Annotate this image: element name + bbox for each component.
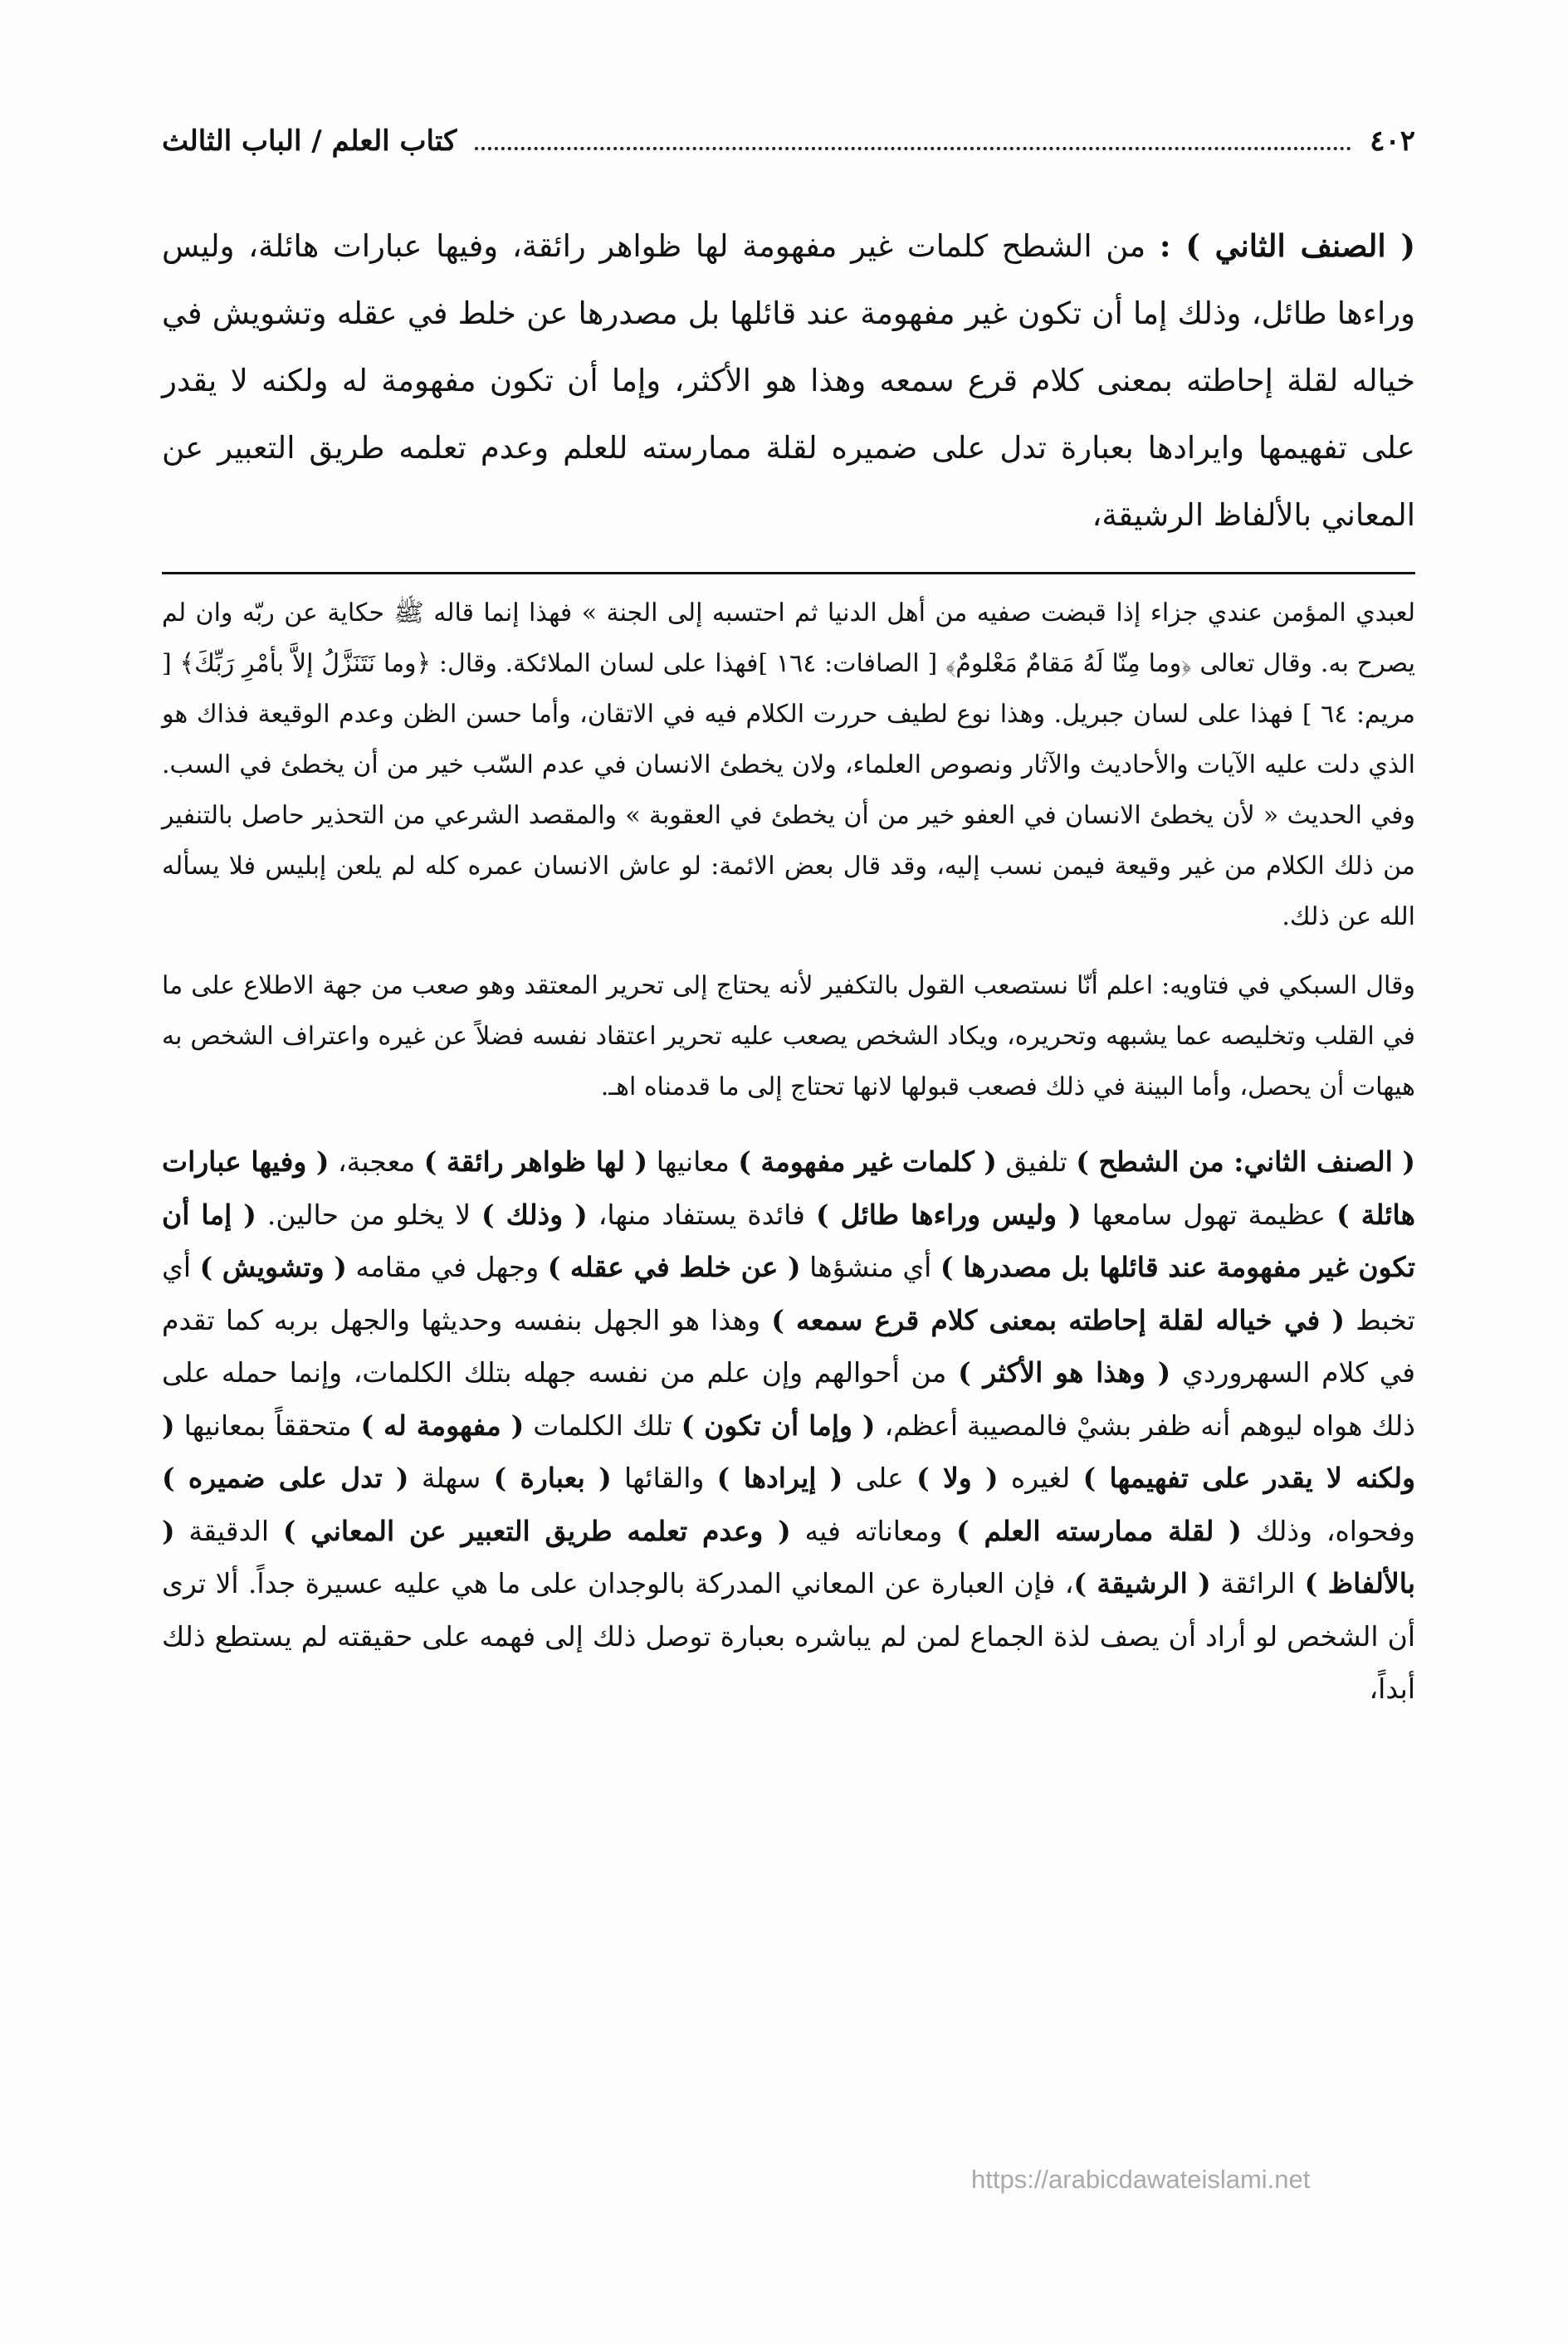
commentary-text: معجبة، (329, 1145, 424, 1178)
commentary-quote: ( ولكنه لا يقدر على تفهيمها ) (162, 1409, 1416, 1494)
commentary-quote: ( وعدم تعلمه طريق التعبير عن المعاني ) (282, 1514, 791, 1547)
commentary-text: لا يخلو من حالين. (256, 1198, 482, 1231)
commentary-text: عظيمة تهول سامعها (1081, 1198, 1337, 1231)
commentary-quote: ( وهذا هو الأكثر ) (958, 1356, 1171, 1389)
commentary-quote: ( وليس وراءها طائل ) (815, 1198, 1082, 1231)
commentary-text: معانيها (647, 1145, 739, 1178)
main-text-label: ( الصنف الثاني ) : (1159, 227, 1415, 264)
commentary-text: متحققاً بمعانيها (174, 1409, 361, 1442)
footnote-divider (162, 572, 1415, 574)
commentary-quote: ( مفهومة له ) (360, 1409, 525, 1442)
commentary-quote: ( وتشويش ) (199, 1251, 347, 1283)
commentary-text: ومعاناته فيه (790, 1514, 957, 1547)
commentary-quote: ( إيرادها ) (716, 1462, 843, 1494)
book-page (162, 125, 1415, 2216)
chapter-title: كتاب العلم / الباب الثالث (162, 125, 457, 158)
commentary-quote: ( عن خلط في عقله ) (547, 1251, 801, 1283)
commentary-text: وفحواه، وذلك (1241, 1514, 1415, 1547)
commentary-quote: ( الرشيقة ) (1073, 1567, 1211, 1599)
commentary-quote: ( إما أن تكون غير مفهومة عند قائلها بل مصدرها ) (162, 1198, 1416, 1283)
commentary-text: الرائقة (1210, 1567, 1305, 1599)
watermark-url: https://arabicdawateislami.net (971, 2165, 1311, 2194)
header-dotted-leader (475, 146, 1351, 150)
commentary-quote: ( كلمات غير مفهومة ) (738, 1145, 997, 1178)
commentary-quote: ( لقلة ممارسته العلم ) (956, 1514, 1242, 1547)
commentary-quote: ( لها ظواهر رائقة ) (423, 1145, 648, 1178)
commentary-text: وجهل في مقامه (346, 1251, 548, 1283)
footnote-paragraph: لعبدي المؤمن عندي جزاء إذا قبضت صفيه من أهل الدنيا ثم احتسبه إلى الجنة » فهذا إنما قاله ﷺ حكاية عن ربّه وان لم يصرح به. وقال تعالى ﴿وما مِنّا لَهُ مَقامٌ مَعْلومٌ﴾ [ الصافات: ١٦٤ ]فهذا على لسان الملائكة. وقال: ﴿وما نَتَنَزَّلُ إلاَّ بأمْرِ رَبِّكَ﴾ [ مريم: ٦٤ ] فهذا على لسان جبريل. وهذا نوع لطيف حررت الكلام فيه في الاتقان، وأما حسن الظن وعدم الوقيعة فذاك هو الذي دلت عليه الآيات والأحاديث والآثار ونصوص العلماء، ولان يخطئ الانسان في عدم السّب خير من أن يخطئ في السب. وفي الحديث « لأن يخطئ الانسان في العفو خير من أن يخطئ في العقوبة » والمقصد الشرعي من التحذير حاصل بالتنفير من ذلك الكلام من غير وقيعة فيمن نسب إليه، وقد قال بعض الائمة: لو عاش الانسان عمره كله لم يلعن إبليس فلا يسأله الله عن ذلك. (162, 598, 1415, 931)
commentary (162, 1135, 1415, 1716)
commentary-text: فائدة يستفاد منها، (587, 1198, 816, 1231)
commentary-text: سهلة (408, 1462, 494, 1494)
commentary-quote: ( الصنف الثاني: من الشطح ) (1076, 1145, 1415, 1178)
main-text-body: من الشطح كلمات غير مفهومة لها ظواهر رائقة، وفيها عبارات هائلة، وليس وراءها طائل، وذلك إما أن تكون غير مفهومة عند قائلها بل مصدرها عن خلط في عقله وتشويش في خياله لقلة إحاطته بمعنى كلام قرع سمعه وهذا هو الأكثر، وإما أن تكون مفهومة له ولكنه لا يقدر على تفهيمها وايرادها بعبارة تدل على ضميره لقلة ممارسته للعلم وعدم تعلمه طريق التعبير عن المعاني بالألفاظ الرشيقة، (162, 228, 1415, 533)
commentary-text: والقائها (611, 1462, 717, 1494)
commentary-quote: ( في خياله لقلة إحاطته بمعنى كلام قرع سمعه ) (771, 1303, 1346, 1336)
commentary-quote: ( وذلك ) (481, 1198, 588, 1231)
commentary-text: من أحوالهم وإن علم من نفسه جهله بتلك الكلمات، وإنما حمله على ذلك هواه ليوهم أنه ظفر بشيْ فالمصيبة أعظم، (162, 1356, 1415, 1442)
footnote-subki-paragraph: وقال السبكي في فتاويه: اعلم أنّا نستصعب القول بالتكفير لأنه يحتاج إلى تحرير المعتقد وهو صعب من جهة الاطلاع على ما في القلب وتخليصه عما يشبهه وتحريره، ويكاد الشخص يصعب عليه تحرير اعتقاد نفسه فضلاً عن غيره واعتراف الشخص به هيهات أن يحصل، وأما البينة في ذلك فصعب قبولها لانها تحتاج إلى ما قدمناه اهـ. (162, 971, 1415, 1101)
commentary-quote: ( ولا ) (916, 1462, 999, 1494)
commentary-quote: ( بالألفاظ ) (162, 1514, 1416, 1599)
page-header (162, 125, 1415, 183)
commentary-text: أي تخبط (162, 1251, 1415, 1336)
commentary-quote: ( وفيها عبارات هائلة ) (162, 1145, 1415, 1231)
commentary-text: على (843, 1462, 917, 1494)
commentary-quote: ( بعبارة ) (493, 1462, 612, 1494)
commentary-quote: ( وإما أن تكون ) (681, 1409, 876, 1442)
commentary-text: تلفيق (996, 1145, 1077, 1178)
commentary-text: وهذا هو الجهل بنفسه وحديثها والجهل بربه كما تقدم في كلام السهروردي (162, 1303, 1416, 1389)
commentary-text: تلك الكلمات (524, 1409, 681, 1442)
page-number: ٤٠٢ (1370, 125, 1415, 158)
main-text (162, 212, 1415, 549)
commentary-text: أي منشؤها (800, 1251, 940, 1283)
commentary-text: لغيره (998, 1462, 1083, 1494)
commentary-quote: ( تدل على ضميره ) (162, 1462, 409, 1494)
commentary-text: الدقيقة (174, 1514, 283, 1547)
commentary-text: ، فإن العبارة عن المعاني المدركة بالوجدان على ما هي عليه عسيرة جداً. ألا ترى أن الشخص لو أراد أن يصف لذة الجماع لمن لم يباشره بعبارة توصل ذلك إلى فهمه على حقيقته لم يستطع ذلك أبداً، (162, 1567, 1415, 1705)
